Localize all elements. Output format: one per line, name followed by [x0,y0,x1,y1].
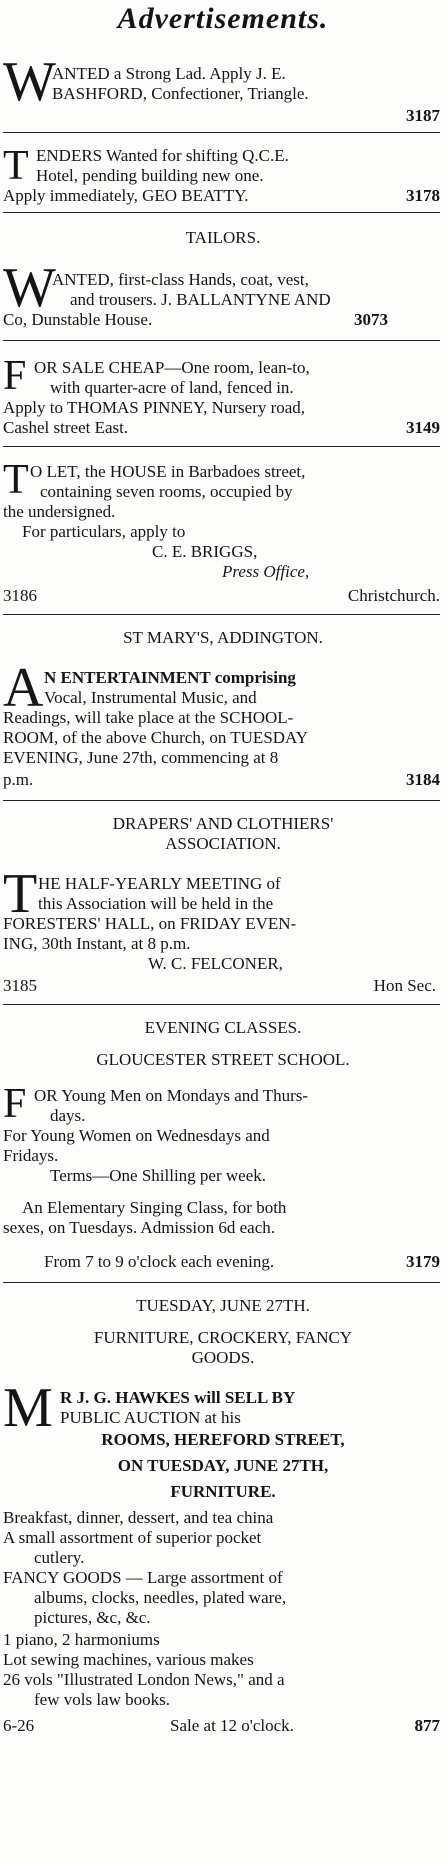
ad-line: ANTED a Strong Lad. Apply J. E. [52,64,286,83]
ad-line: this Association will be held in the [38,894,274,913]
ad-number: 3179 [406,1252,440,1271]
ad-line: ROOM, of the above Church, on TUESDAY [3,728,309,747]
ad-line: OR Young Men on Mondays and Thurs- [34,1086,309,1105]
ad-line: Terms—One Shilling per week. [50,1166,266,1185]
ad-line: FANCY GOODS — Large assortment of [3,1568,283,1587]
ad-heading: GOODS. [191,1348,255,1367]
ad-line: For particulars, apply to [22,522,186,541]
drop-cap: F [3,353,27,399]
ad-heading: DRAPERS' AND CLOTHIERS' [112,814,334,833]
ad-line: Apply to THOMAS PINNEY, Nursery road, [3,398,306,417]
divider [3,1004,440,1005]
ad-line: and trousers. J. BALLANTYNE AND [70,290,331,309]
ad-number: 3187 [406,106,440,125]
drop-cap: T [3,457,29,503]
ad-heading: EVENING CLASSES. [144,1018,302,1037]
ad-line: Vocal, Instrumental Music, and [44,688,257,707]
ad-line: cutlery. [34,1548,85,1567]
ad-heading: ASSOCIATION. [165,834,281,853]
ad-number: 3184 [406,770,440,789]
ad-line: OR SALE CHEAP—One room, lean-to, [34,358,310,377]
ad-line: Christchurch. [347,586,440,605]
ad-line: An Elementary Singing Class, for both [22,1198,287,1217]
ad-heading: TAILORS. [185,228,261,247]
ad-line: HE HALF-YEARLY MEETING of [38,874,281,893]
ad-line: R J. G. HAWKES will SELL BY [60,1388,296,1407]
drop-cap: W [3,51,56,113]
divider [3,446,440,447]
ad-line: From 7 to 9 o'clock each evening. [44,1252,275,1271]
ad-line: Breakfast, dinner, dessert, and tea china [3,1508,274,1527]
ad-line: 6-26 [3,1716,35,1735]
drop-cap: T [3,143,29,189]
ad-line: Apply immediately, GEO BEATTY. [3,186,249,205]
ad-line: ENDERS Wanted for shifting Q.C.E. [36,146,289,165]
ad-line: with quarter-acre of land, fenced in. [50,378,294,397]
ad-line: Press Office, [222,562,310,581]
ad-number: 3149 [406,418,440,437]
ad-number: 3073 [354,310,388,329]
ad-line: Sale at 12 o'clock. [170,1716,294,1735]
divider [3,800,440,801]
ad-heading: ST MARY'S, ADDINGTON. [123,628,323,647]
ad-line: Hon Sec. [373,976,436,995]
ad-line: 26 vols "Illustrated London News," and a [3,1670,285,1689]
ad-line: FORESTERS' HALL, on FRIDAY EVEN- [3,914,297,933]
ad-line: pictures, &c, &c. [34,1608,151,1627]
divider [3,1282,440,1283]
ad-line: p.m. [3,770,34,789]
ad-line: ON TUESDAY, JUNE 27TH, [117,1456,329,1475]
ad-heading: TUESDAY, JUNE 27TH. [136,1296,310,1315]
ad-line: BASHFORD, Confectioner, Triangle. [52,84,309,103]
ad-line: Co, Dunstable House. [3,310,153,329]
page-title: Advertisements. [117,2,329,35]
ad-line: Hotel, pending building new one. [36,166,264,185]
divider [3,132,440,133]
ad-heading: GLOUCESTER STREET SCHOOL. [96,1050,350,1069]
ad-line: 1 piano, 2 harmoniums [3,1630,160,1649]
ad-line: N ENTERTAINMENT comprising [44,668,296,687]
ad-line: Readings, will take place at the SCHOOL- [3,708,294,727]
ad-line: ANTED, first-class Hands, coat, vest, [52,270,309,289]
drop-cap: W [3,257,56,319]
ad-line: Fridays. [3,1146,59,1165]
ad-signature: C. E. BRIGGS, [152,542,258,561]
ad-line: albums, clocks, needles, plated ware, [34,1588,287,1607]
ad-line: few vols law books. [34,1690,170,1709]
ad-line: EVENING, June 27th, commencing at 8 [3,748,279,767]
divider [3,614,440,615]
ad-line: Lot sewing machines, various makes [3,1650,254,1669]
ad-line: days. [50,1106,86,1125]
divider [3,340,440,341]
ad-line: For Young Women on Wednesdays and [3,1126,270,1145]
drop-cap: T [3,863,38,925]
ad-line: ROOMS, HEREFORD STREET, [101,1430,345,1449]
ad-line: Cashel street East. [3,418,129,437]
ad-number: 3186 [3,586,37,605]
drop-cap: M [3,1377,53,1439]
ad-line: ING, 30th Instant, at 8 p.m. [3,934,191,953]
ad-line: A small assortment of superior pocket [3,1528,262,1547]
ad-line: sexes, on Tuesdays. Admission 6d each. [3,1218,275,1237]
ad-line: PUBLIC AUCTION at his [60,1408,241,1427]
ad-number: 3185 [3,976,37,995]
divider [3,212,440,213]
ad-heading: FURNITURE, CROCKERY, FANCY [93,1328,353,1347]
ad-line: containing seven rooms, occupied by [40,482,293,501]
ad-number: 877 [414,1716,440,1735]
ad-number: 3178 [406,186,440,205]
ad-line: the undersigned. [3,502,116,521]
ad-line: O LET, the HOUSE in Barbadoes street, [30,462,306,481]
drop-cap: A [3,657,44,719]
ad-line: FURNITURE. [170,1482,276,1501]
ad-signature: W. C. FELCONER, [148,954,283,973]
drop-cap: F [3,1081,27,1127]
